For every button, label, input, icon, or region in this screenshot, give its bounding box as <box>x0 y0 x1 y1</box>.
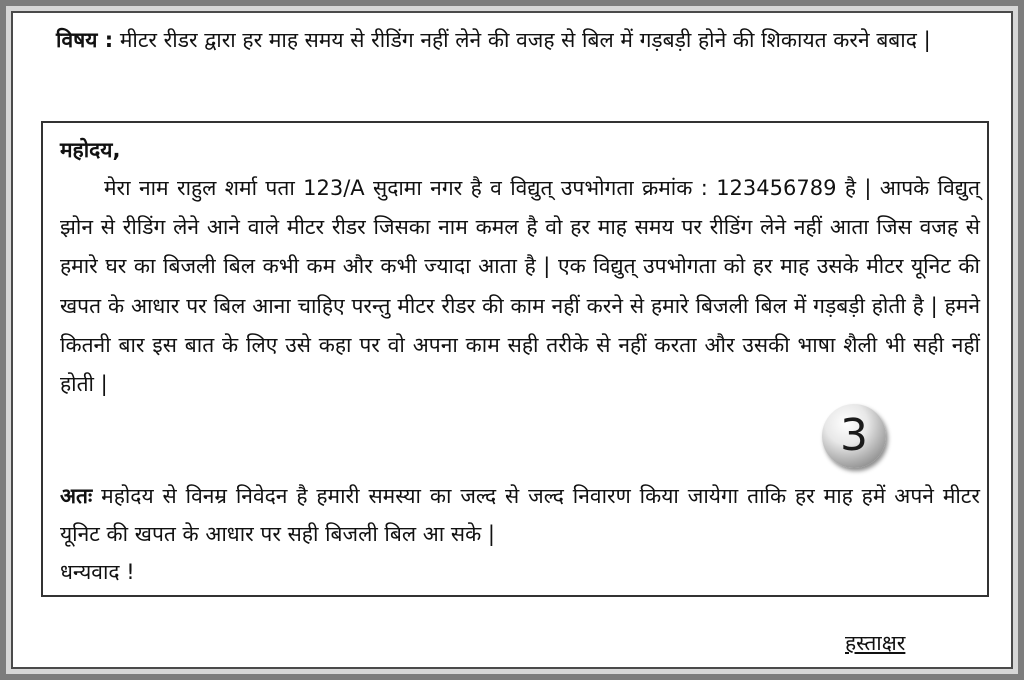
thanks-text: धन्यवाद ! <box>60 560 135 584</box>
subject-text: मीटर रीडर द्वारा हर माह समय से रीडिंग नहीं लेने की वजह से बिल में गड़बड़ी होने की शिकायत करने बबाद | <box>113 28 931 52</box>
closing-text: महोदय से विनम्र निवेदन है हमारी समस्या का जल्द से जल्द निवारण किया जायेगा ताकि हर माह हमें अपने मीटर यूनिट की खपत के आधार पर सही बिजली बिल आ सके | <box>60 484 980 546</box>
document-page <box>11 11 1013 669</box>
closing-label: अतः <box>60 484 93 508</box>
signature-label: हस्ताक्षर <box>845 631 906 655</box>
badge-number: 3 <box>840 410 868 461</box>
letter-paragraph: मेरा नाम राहुल शर्मा पता 123/A सुदामा नगर है व विद्युत् उपभोगता क्रमांक : 123456789 है | आपके विद्युत् झोन से रीडिंग लेने आने वाले मीटर रीडर जिसका नाम कमल है वो हर माह समय पर रीडिंग लेने नहीं आता जिस वजह से हमारे घर का बिजली बिल कभी कम और कभी ज्यादा आता है | एक विद्युत् उपभोगता को हर माह उसके मीटर यूनिट की खपत के आधार पर बिल आना चाहिए परन्तु मीटर रीडर की काम नहीं करने से हमारे बिजली बिल में गड़बड़ी होती है | हमने कितनी बार इस बात के लिए उसे कहा पर वो अपना काम सही तरीके से नहीं करता और उसकी भाषा शैली भी सही नहीं होती | <box>60 176 980 397</box>
subject-line <box>56 21 974 59</box>
letter-body-box <box>41 121 989 597</box>
page-frame-mid <box>6 6 1018 674</box>
number-badge <box>822 404 886 468</box>
salutation: महोदय, <box>60 138 121 162</box>
subject-label: विषय : <box>56 28 114 52</box>
closing-paragraph <box>60 477 980 591</box>
